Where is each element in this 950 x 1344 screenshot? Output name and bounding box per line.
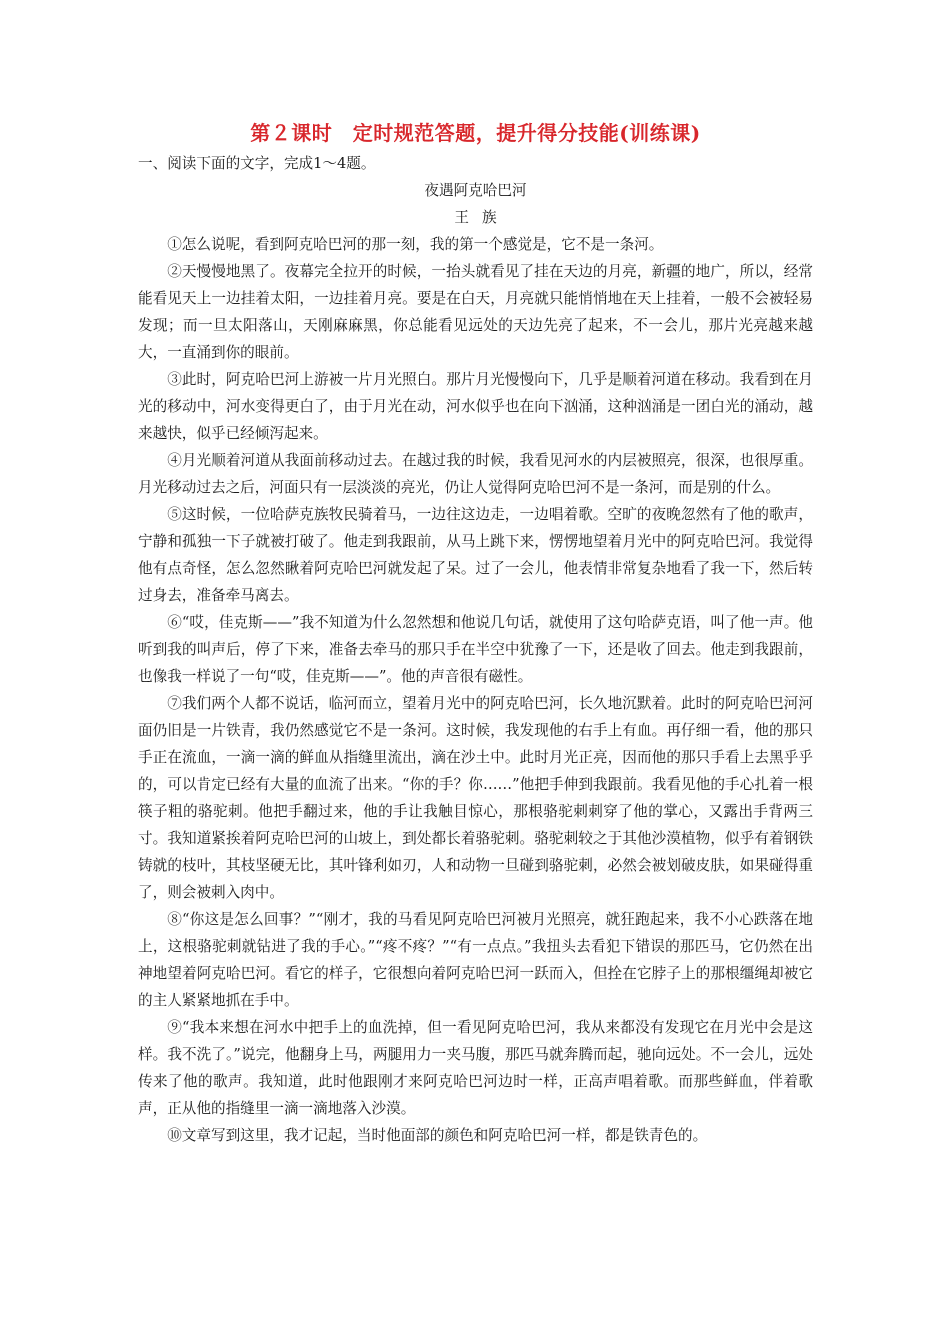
passage-title: 夜遇阿克哈巴河: [424, 182, 527, 199]
paragraph-7: ⑦我们两个人都不说话，临河而立，望着月光中的阿克哈巴河，长久地沉默着。此时的阿克哈巴河河面仍旧是一片铁青，我仍然感觉它不是一条河。这时候，我发现他的右手上有血。再仔细一看，他的那只手正在流血，一滴一滴的鲜血从指缝里流出，滴在沙土中。此时月光正亮，因而他的那只手看上去黑乎乎的，可以肯定已经有大量的血流了出来。“你的手？你……”他把手伸到我跟前。我看见他的手心扎着一根筷子粗的骆驼刺。他把手翻过来，他的手让我触目惊心，那根骆驼刺刺穿了他的掌心，又露出手背两三寸。我知道紧挨着阿克哈巴河的山坡上，到处都长着骆驼刺。骆驼刺较之于其他沙漠植物，似乎有着钢铁铸就的枝叶，其枝坚硬无比，其叶锋利如刃，人和动物一旦碰到骆驼刺，必然会被划破皮肤，如果碰得重了，则会被刺入肉中。: [138, 695, 813, 901]
lesson-title: 第２课时 定时规范答题，提升得分技能(训练课): [250, 121, 701, 145]
paragraph-8: ⑧“你这是怎么回事？”“刚才，我的马看见阿克哈巴河被月光照亮，就狂跑起来，我不小心跌落在地上，这根骆驼刺就钻进了我的手心。”“疼不疼？”“有一点点。”我扭头去看犯下错误的那匹马，它仍然在出神地望着阿克哈巴河。看它的样子，它很想向着阿克哈巴河一跃而入，但拴在它脖子上的那根缰绳却被它的主人紧紧地抓在手中。: [138, 911, 813, 1009]
paragraph-1: ①怎么说呢，看到阿克哈巴河的那一刻，我的第一个感觉是，它不是一条河。: [167, 236, 664, 253]
document-page: [138, 118, 813, 1149]
paragraph-3: ③此时，阿克哈巴河上游被一片月光照白。那片月光慢慢向下，几乎是顺着河道在移动。我看到在月光的移动中，河水变得更白了，由于月光在动，河水似乎也在向下汹涌，这种汹涌是一团白光的涌动，越来越快，似乎已经倾泻起来。: [138, 371, 813, 442]
paragraph-6: ⑥“哎，佳克斯——”我不知道为什么忽然想和他说几句话，就使用了这句哈萨克语，叫了他一声。他听到我的叫声后，停了下来，准备去牵马的那只手在半空中犹豫了一下，还是收了回去。他走到我跟前，也像我一样说了一句“哎，佳克斯——”。他的声音很有磁性。: [138, 614, 813, 685]
paragraph-9: ⑨“我本来想在河水中把手上的血洗掉，但一看见阿克哈巴河，我从来都没有发现它在月光中会是这样。我不洗了。”说完，他翻身上马，两腿用力一夹马腹，那匹马就奔腾而起，驰向远处。不一会儿，远处传来了他的歌声。我知道，此时他跟刚才来阿克哈巴河边时一样，正高声唱着歌。而那些鲜血，伴着歌声，正从他的指缝里一滴一滴地落入沙漠。: [138, 1019, 813, 1117]
paragraph-5: ⑤这时候，一位哈萨克族牧民骑着马，一边往这边走，一边唱着歌。空旷的夜晚忽然有了他的歌声，宁静和孤独一下子就被打破了。他走到我跟前，从马上跳下来，愣愣地望着月光中的阿克哈巴河。我觉得他有点奇怪，怎么忽然瞅着阿克哈巴河就发起了呆。过了一会儿，他表情非常复杂地看了我一下，然后转过身去，准备牵马离去。: [138, 506, 813, 604]
paragraph-2: ②天慢慢地黑了。夜幕完全拉开的时候，一抬头就看见了挂在天边的月亮，新疆的地广，所以，经常能看见天上一边挂着太阳，一边挂着月亮。要是在白天，月亮就只能悄悄地在天上挂着，一般不会被轻易发现；而一旦太阳落山，天刚麻麻黑，你总能看见远处的天边先亮了起来，不一会儿，那片光亮越来越大，一直涌到你的眼前。: [138, 263, 813, 361]
paragraph-4: ④月光顺着河道从我面前移动过去。在越过我的时候，我看见河水的内层被照亮，很深，也很厚重。月光移动过去之后，河面只有一层淡淡的亮光，仍让人觉得阿克哈巴河不是一条河，而是别的什么。: [138, 452, 813, 496]
question-instruction: 一、阅读下面的文字，完成1～4题。: [138, 155, 376, 172]
passage-author: 王族: [454, 209, 510, 226]
paragraph-10: ⑩文章写到这里，我才记起，当时他面部的颜色和阿克哈巴河一样，都是铁青色的。: [167, 1127, 708, 1144]
